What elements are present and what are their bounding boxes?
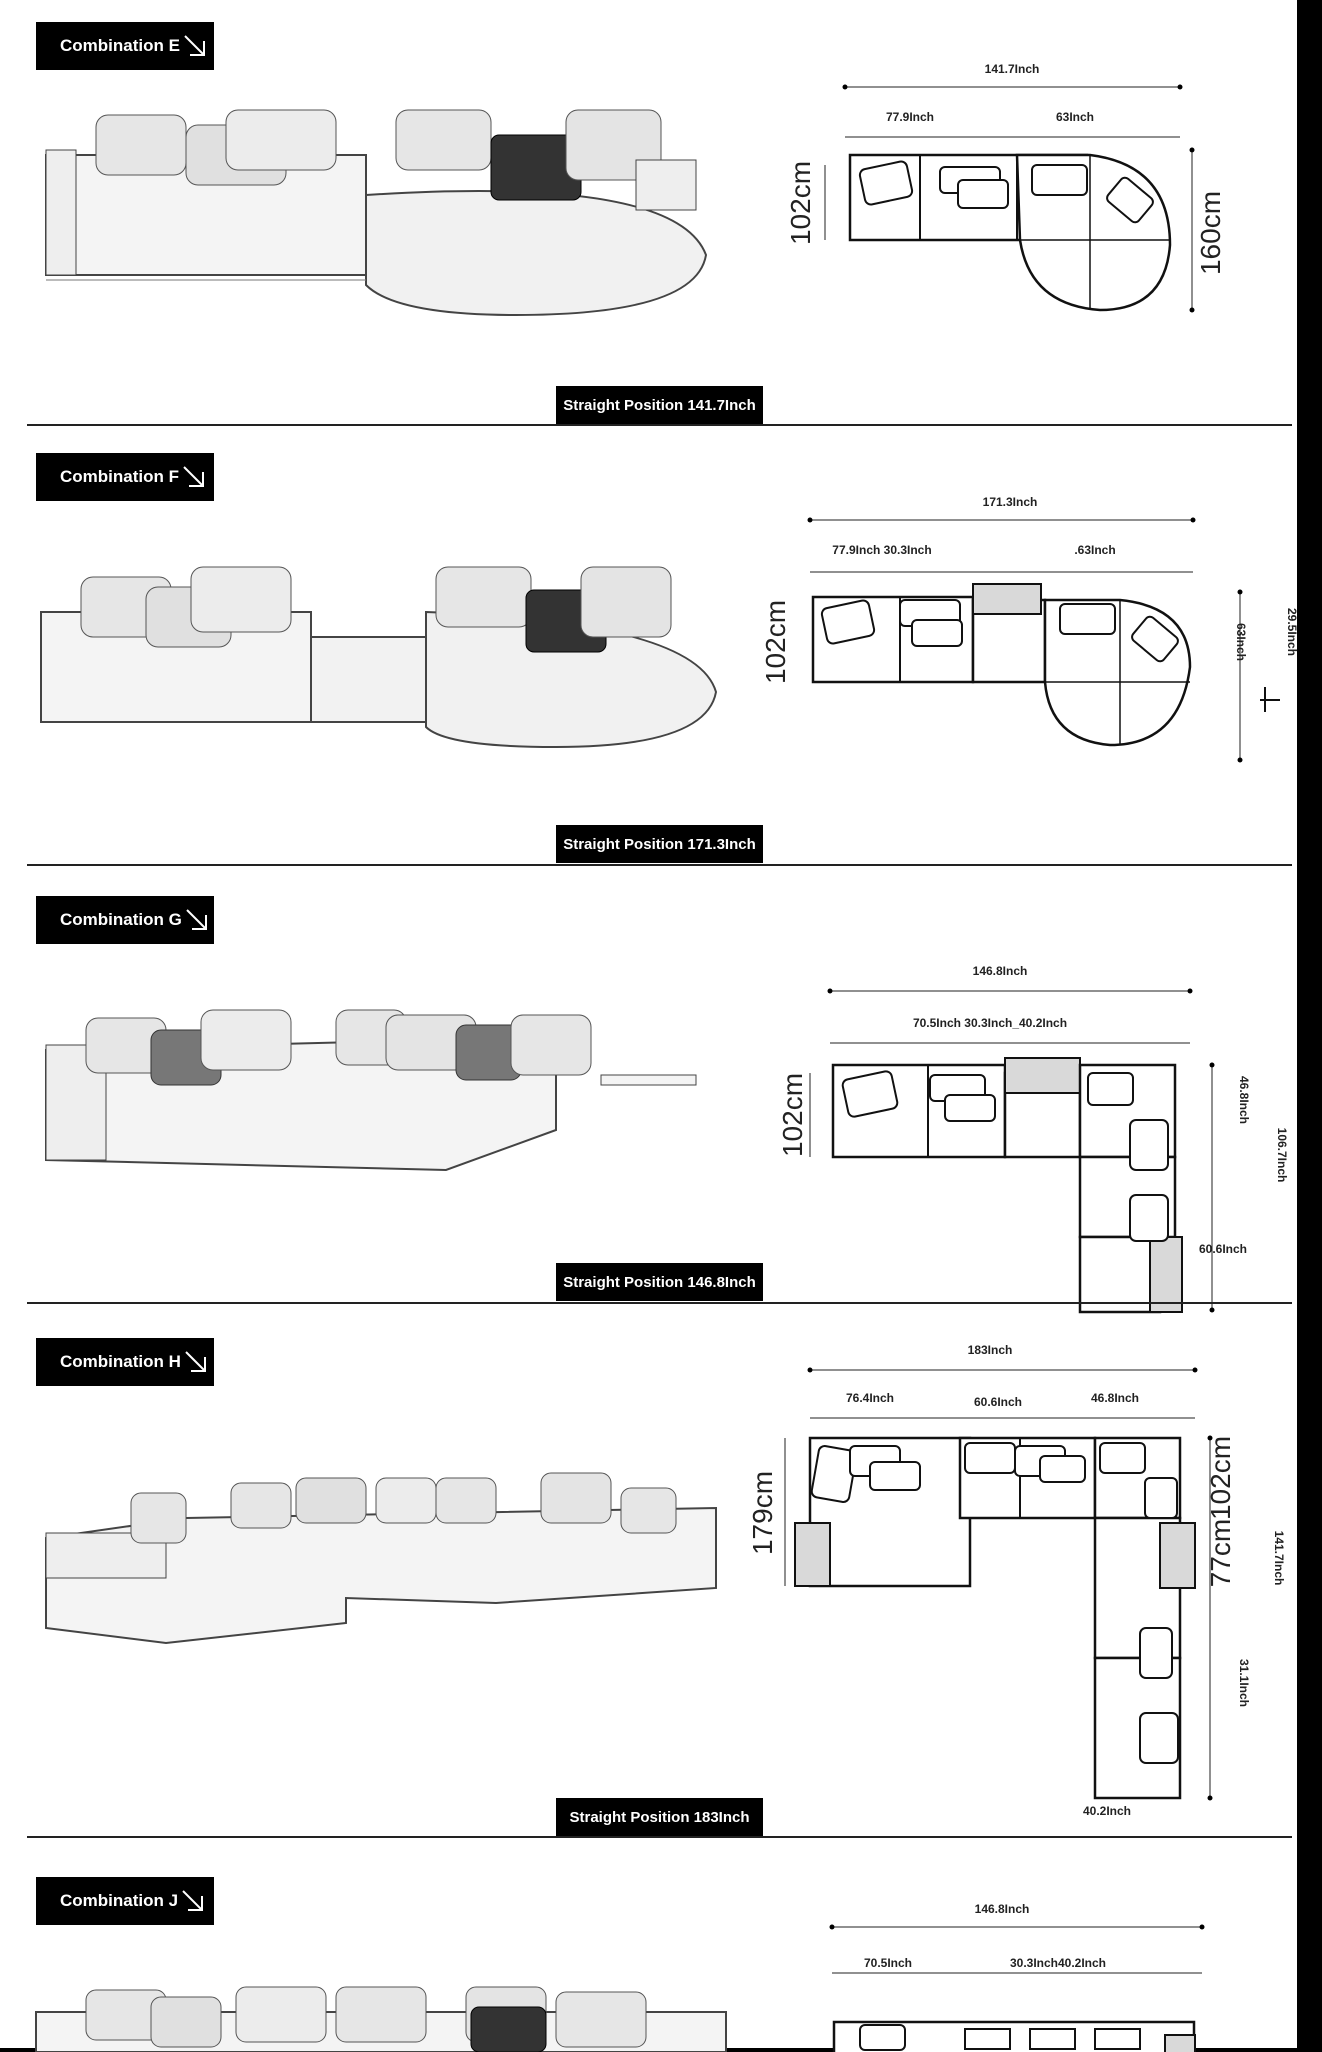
section-divider [27, 1302, 1292, 1304]
dim-depth: 102cm [760, 599, 791, 685]
dim-depth: 102cm [785, 160, 816, 246]
badge-label: Combination G [60, 910, 182, 929]
badge-label: Combination H [60, 1352, 181, 1371]
dim-r1: 102cm [1205, 1435, 1236, 1521]
arrow-down-right-icon [180, 1888, 206, 1914]
combination-badge [36, 453, 214, 501]
dim-r2: 77cm [1205, 1518, 1236, 1588]
dim-s2: 106.7Inch [1275, 1127, 1289, 1183]
combination-badge [36, 1877, 214, 1925]
dim-total: 171.3Inch [982, 495, 1038, 509]
combination-badge [36, 22, 214, 70]
badge-label: Combination J [60, 1891, 179, 1910]
sofa-sketch-g [36, 1000, 726, 1190]
sofa-sketch-j [36, 1962, 726, 2052]
combination-g-section [0, 870, 1297, 1304]
arrow-down-right-icon [181, 464, 207, 490]
combination-f-section [0, 432, 1297, 866]
dim-b: .63Inch [1074, 543, 1116, 557]
dim-b: 60.6Inch [973, 1395, 1023, 1409]
dim-total: 183Inch [967, 1343, 1013, 1357]
dim-c: 46.8Inch [1090, 1391, 1140, 1405]
combination-badge [36, 896, 214, 944]
dim-side2: 29.5Inch [1285, 607, 1299, 657]
combination-badge [36, 1338, 214, 1386]
floor-plan-f [750, 482, 1299, 762]
dim-r4: 31.1Inch [1237, 1658, 1251, 1708]
section-divider [27, 1836, 1292, 1838]
floor-plan-e [780, 55, 1240, 325]
dim-depth: 102cm [777, 1072, 808, 1158]
dim-r3: 141.7Inch [1272, 1530, 1286, 1586]
sofa-sketch-e [36, 95, 726, 345]
dim-a: 77.9Inch [885, 110, 935, 124]
straight-position-label: Straight Position 183Inch [556, 1798, 763, 1836]
dim-side: 160cm [1195, 190, 1226, 276]
badge-label: Combination F [60, 467, 179, 486]
sofa-sketch-f [36, 552, 726, 762]
straight-position-label: Straight Position 146.8Inch [556, 1263, 763, 1301]
dim-left: 179cm [747, 1470, 778, 1556]
combination-e-section [0, 0, 1297, 428]
section-divider [27, 864, 1292, 866]
floor-plan-h [747, 1338, 1295, 1818]
dim-a: 77.9Inch 30.3Inch [832, 543, 932, 557]
dim-s1: 46.8Inch [1237, 1075, 1251, 1125]
dim-bottom: 40.2Inch [1082, 1804, 1132, 1818]
arrow-down-right-icon [182, 33, 208, 59]
section-divider [27, 424, 1292, 426]
dim-total: 146.8Inch [972, 964, 1028, 978]
combination-h-section [0, 1308, 1297, 1844]
dim-side1: 63Inch [1234, 622, 1248, 662]
dim-a: 70.5Inch [863, 1956, 913, 1970]
straight-position-label: Straight Position 171.3Inch [556, 825, 763, 863]
floor-plan-j [770, 1897, 1210, 2048]
dim-a: 76.4Inch [845, 1391, 895, 1405]
arrow-down-right-icon [183, 1349, 209, 1375]
combination-j-section [0, 1842, 1297, 2048]
dim-total: 146.8Inch [974, 1902, 1030, 1916]
arrow-down-right-icon [184, 907, 210, 933]
straight-position-label: Straight Position 141.7Inch [556, 386, 763, 424]
dim-b: 63Inch [1055, 110, 1095, 124]
sofa-sketch-h [36, 1458, 726, 1668]
floor-plan-g [777, 895, 1295, 1280]
dim-b: 30.3Inch40.2Inch [1009, 1956, 1107, 1970]
dim-total: 141.7Inch [984, 62, 1040, 76]
dim-s3: 60.6Inch [1198, 1242, 1248, 1256]
dim-a: 70.5Inch 30.3Inch_40.2Inch [912, 1016, 1068, 1030]
badge-label: Combination E [60, 36, 180, 55]
